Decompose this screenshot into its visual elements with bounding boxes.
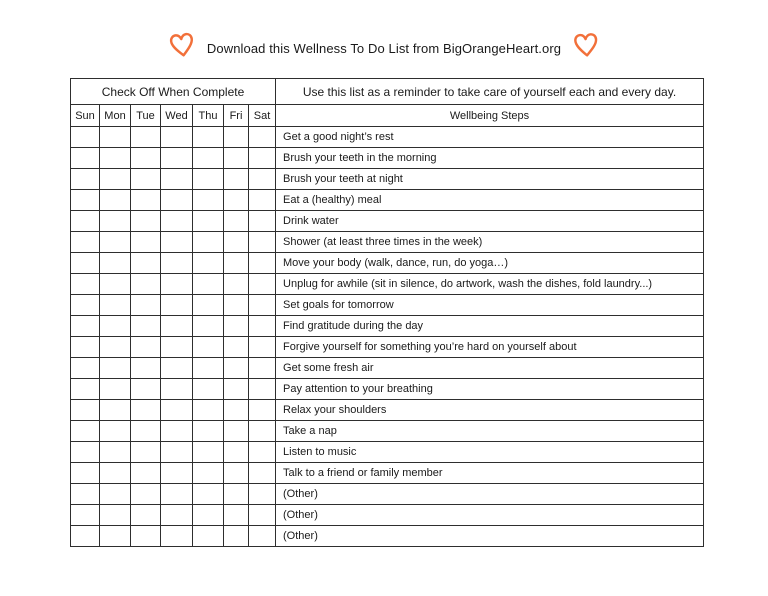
check-cell-mon[interactable] — [100, 316, 131, 337]
check-cell-wed[interactable] — [161, 253, 193, 274]
check-cell-sat[interactable] — [249, 232, 276, 253]
table-row — [71, 148, 704, 169]
check-cell-fri[interactable] — [224, 253, 249, 274]
check-cell-tue[interactable] — [131, 316, 161, 337]
check-cell-sat[interactable] — [249, 127, 276, 148]
check-cell-sun[interactable] — [71, 232, 100, 253]
table-row — [71, 442, 704, 463]
day-header-tue: Tue — [131, 105, 161, 127]
check-cell-tue[interactable] — [131, 295, 161, 316]
step-cell: Move your body (walk, dance, run, do yoga…) — [276, 253, 704, 274]
check-cell-fri[interactable] — [224, 463, 249, 484]
check-cell-fri[interactable] — [224, 127, 249, 148]
check-cell-thu[interactable] — [193, 505, 224, 526]
check-off-header: Check Off When Complete — [71, 79, 276, 105]
check-cell-sun[interactable] — [71, 169, 100, 190]
check-cell-sun[interactable] — [71, 484, 100, 505]
check-cell-fri[interactable] — [224, 505, 249, 526]
check-cell-thu[interactable] — [193, 358, 224, 379]
check-cell-mon[interactable] — [100, 442, 131, 463]
check-cell-sun[interactable] — [71, 274, 100, 295]
check-cell-wed[interactable] — [161, 274, 193, 295]
step-cell: Brush your teeth at night — [276, 169, 704, 190]
check-cell-sat[interactable] — [249, 463, 276, 484]
check-cell-sat[interactable] — [249, 358, 276, 379]
check-cell-tue[interactable] — [131, 505, 161, 526]
check-cell-thu[interactable] — [193, 295, 224, 316]
check-cell-wed[interactable] — [161, 526, 193, 547]
table-row — [71, 421, 704, 442]
check-cell-mon[interactable] — [100, 526, 131, 547]
check-cell-mon[interactable] — [100, 295, 131, 316]
step-cell: Take a nap — [276, 421, 704, 442]
check-cell-sun[interactable] — [71, 211, 100, 232]
check-cell-thu[interactable] — [193, 274, 224, 295]
check-cell-sat[interactable] — [249, 211, 276, 232]
check-cell-tue[interactable] — [131, 379, 161, 400]
check-cell-sun[interactable] — [71, 253, 100, 274]
check-cell-sun[interactable] — [71, 400, 100, 421]
check-cell-tue[interactable] — [131, 127, 161, 148]
check-cell-sun[interactable] — [71, 505, 100, 526]
table-row — [71, 337, 704, 358]
check-cell-fri[interactable] — [224, 295, 249, 316]
day-header-wed: Wed — [161, 105, 193, 127]
check-cell-thu[interactable] — [193, 463, 224, 484]
check-cell-sun[interactable] — [71, 190, 100, 211]
check-cell-mon[interactable] — [100, 379, 131, 400]
check-cell-mon[interactable] — [100, 505, 131, 526]
check-cell-sat[interactable] — [249, 274, 276, 295]
check-cell-fri[interactable] — [224, 484, 249, 505]
check-cell-sat[interactable] — [249, 148, 276, 169]
step-cell: Talk to a friend or family member — [276, 463, 704, 484]
day-header-sat: Sat — [249, 105, 276, 127]
check-cell-fri[interactable] — [224, 316, 249, 337]
check-cell-wed[interactable] — [161, 463, 193, 484]
check-cell-tue[interactable] — [131, 274, 161, 295]
table-row — [71, 232, 704, 253]
step-cell: Eat a (healthy) meal — [276, 190, 704, 211]
check-cell-wed[interactable] — [161, 358, 193, 379]
check-cell-fri[interactable] — [224, 421, 249, 442]
check-cell-sat[interactable] — [249, 484, 276, 505]
check-cell-mon[interactable] — [100, 253, 131, 274]
table-row — [71, 127, 704, 148]
check-cell-sun[interactable] — [71, 295, 100, 316]
table-row — [71, 169, 704, 190]
step-cell: Pay attention to your breathing — [276, 379, 704, 400]
check-cell-thu[interactable] — [193, 253, 224, 274]
check-cell-tue[interactable] — [131, 337, 161, 358]
check-cell-tue[interactable] — [131, 232, 161, 253]
step-cell: Find gratitude during the day — [276, 316, 704, 337]
check-cell-tue[interactable] — [131, 400, 161, 421]
check-cell-tue[interactable] — [131, 484, 161, 505]
step-cell: (Other) — [276, 505, 704, 526]
check-cell-fri[interactable] — [224, 274, 249, 295]
check-cell-mon[interactable] — [100, 463, 131, 484]
table-row — [71, 295, 704, 316]
check-cell-sun[interactable] — [71, 463, 100, 484]
check-cell-mon[interactable] — [100, 232, 131, 253]
check-cell-wed[interactable] — [161, 295, 193, 316]
check-cell-sun[interactable] — [71, 127, 100, 148]
check-cell-sun[interactable] — [71, 421, 100, 442]
check-cell-wed[interactable] — [161, 421, 193, 442]
check-cell-mon[interactable] — [100, 421, 131, 442]
check-cell-sun[interactable] — [71, 148, 100, 169]
table-row — [71, 526, 704, 547]
table-row — [71, 505, 704, 526]
check-cell-sat[interactable] — [249, 442, 276, 463]
check-cell-fri[interactable] — [224, 211, 249, 232]
table-row — [71, 316, 704, 337]
check-cell-sat[interactable] — [249, 421, 276, 442]
step-cell: (Other) — [276, 526, 704, 547]
heart-icon — [571, 29, 601, 61]
check-cell-thu[interactable] — [193, 232, 224, 253]
check-cell-fri[interactable] — [224, 169, 249, 190]
step-cell: Set goals for tomorrow — [276, 295, 704, 316]
check-cell-thu[interactable] — [193, 442, 224, 463]
check-cell-tue[interactable] — [131, 421, 161, 442]
check-cell-tue[interactable] — [131, 253, 161, 274]
check-cell-wed[interactable] — [161, 484, 193, 505]
check-cell-mon[interactable] — [100, 358, 131, 379]
check-cell-thu[interactable] — [193, 169, 224, 190]
check-cell-tue[interactable] — [131, 526, 161, 547]
step-cell: Relax your shoulders — [276, 400, 704, 421]
table-header-row — [71, 79, 704, 105]
table-row — [71, 463, 704, 484]
check-cell-tue[interactable] — [131, 211, 161, 232]
check-cell-tue[interactable] — [131, 169, 161, 190]
check-cell-wed[interactable] — [161, 316, 193, 337]
table-row — [71, 400, 704, 421]
check-cell-sat[interactable] — [249, 400, 276, 421]
check-cell-sat[interactable] — [249, 169, 276, 190]
check-cell-tue[interactable] — [131, 358, 161, 379]
table-row — [71, 211, 704, 232]
check-cell-thu[interactable] — [193, 337, 224, 358]
check-cell-sun[interactable] — [71, 442, 100, 463]
check-cell-wed[interactable] — [161, 442, 193, 463]
check-cell-wed[interactable] — [161, 400, 193, 421]
check-cell-wed[interactable] — [161, 379, 193, 400]
check-cell-thu[interactable] — [193, 526, 224, 547]
day-header-fri: Fri — [224, 105, 249, 127]
check-cell-mon[interactable] — [100, 190, 131, 211]
step-cell: Unplug for awhile (sit in silence, do artwork, wash the dishes, fold laundry...) — [276, 274, 704, 295]
step-cell: Get a good night’s rest — [276, 127, 704, 148]
step-cell: Forgive yourself for something you’re hard on yourself about — [276, 337, 704, 358]
check-cell-fri[interactable] — [224, 442, 249, 463]
check-cell-thu[interactable] — [193, 127, 224, 148]
check-cell-sat[interactable] — [249, 190, 276, 211]
check-cell-thu[interactable] — [193, 421, 224, 442]
check-cell-sat[interactable] — [249, 253, 276, 274]
check-cell-fri[interactable] — [224, 358, 249, 379]
step-cell: Listen to music — [276, 442, 704, 463]
check-cell-sun[interactable] — [71, 526, 100, 547]
check-cell-fri[interactable] — [224, 337, 249, 358]
heart-icon — [166, 28, 197, 61]
table-row — [71, 484, 704, 505]
step-cell: Brush your teeth in the morning — [276, 148, 704, 169]
day-header-sun: Sun — [71, 105, 100, 127]
check-cell-fri[interactable] — [224, 526, 249, 547]
wellness-table — [70, 78, 704, 547]
check-cell-thu[interactable] — [193, 316, 224, 337]
check-cell-fri[interactable] — [224, 400, 249, 421]
check-cell-mon[interactable] — [100, 148, 131, 169]
check-cell-mon[interactable] — [100, 484, 131, 505]
table-row — [71, 190, 704, 211]
check-cell-thu[interactable] — [193, 148, 224, 169]
check-cell-wed[interactable] — [161, 148, 193, 169]
day-header-mon: Mon — [100, 105, 131, 127]
check-cell-fri[interactable] — [224, 379, 249, 400]
step-cell: Shower (at least three times in the week) — [276, 232, 704, 253]
check-cell-fri[interactable] — [224, 232, 249, 253]
check-cell-fri[interactable] — [224, 190, 249, 211]
check-cell-wed[interactable] — [161, 211, 193, 232]
table-row — [71, 358, 704, 379]
check-cell-sat[interactable] — [249, 379, 276, 400]
check-cell-tue[interactable] — [131, 148, 161, 169]
check-cell-thu[interactable] — [193, 190, 224, 211]
step-cell: (Other) — [276, 484, 704, 505]
check-cell-sat[interactable] — [249, 316, 276, 337]
reminder-header: Use this list as a reminder to take care of yourself each and every day. — [276, 79, 704, 105]
check-cell-wed[interactable] — [161, 127, 193, 148]
table-row — [71, 274, 704, 295]
check-cell-sat[interactable] — [249, 505, 276, 526]
check-cell-mon[interactable] — [100, 400, 131, 421]
check-cell-fri[interactable] — [224, 148, 249, 169]
check-cell-thu[interactable] — [193, 379, 224, 400]
check-cell-mon[interactable] — [100, 211, 131, 232]
check-cell-tue[interactable] — [131, 463, 161, 484]
table-row — [71, 379, 704, 400]
table-row — [71, 253, 704, 274]
check-cell-tue[interactable] — [131, 190, 161, 211]
check-cell-wed[interactable] — [161, 337, 193, 358]
check-cell-tue[interactable] — [131, 442, 161, 463]
check-cell-sat[interactable] — [249, 337, 276, 358]
doc-header — [0, 28, 768, 62]
check-cell-sun[interactable] — [71, 379, 100, 400]
day-header-thu: Thu — [193, 105, 224, 127]
wellbeing-steps-header: Wellbeing Steps — [276, 105, 704, 127]
step-cell: Get some fresh air — [276, 358, 704, 379]
check-cell-sun[interactable] — [71, 316, 100, 337]
check-cell-thu[interactable] — [193, 484, 224, 505]
check-cell-mon[interactable] — [100, 337, 131, 358]
check-cell-mon[interactable] — [100, 127, 131, 148]
check-cell-mon[interactable] — [100, 169, 131, 190]
check-cell-wed[interactable] — [161, 190, 193, 211]
check-cell-wed[interactable] — [161, 232, 193, 253]
check-cell-mon[interactable] — [100, 274, 131, 295]
day-header-row — [71, 105, 704, 127]
check-cell-wed[interactable] — [161, 505, 193, 526]
page-title: Download this Wellness To Do List from BigOrangeHeart.org — [206, 40, 562, 56]
check-cell-sat[interactable] — [249, 526, 276, 547]
step-cell: Drink water — [276, 211, 704, 232]
check-cell-thu[interactable] — [193, 211, 224, 232]
check-cell-wed[interactable] — [161, 169, 193, 190]
check-cell-sun[interactable] — [71, 337, 100, 358]
check-cell-sun[interactable] — [71, 358, 100, 379]
check-cell-sat[interactable] — [249, 295, 276, 316]
check-cell-thu[interactable] — [193, 400, 224, 421]
